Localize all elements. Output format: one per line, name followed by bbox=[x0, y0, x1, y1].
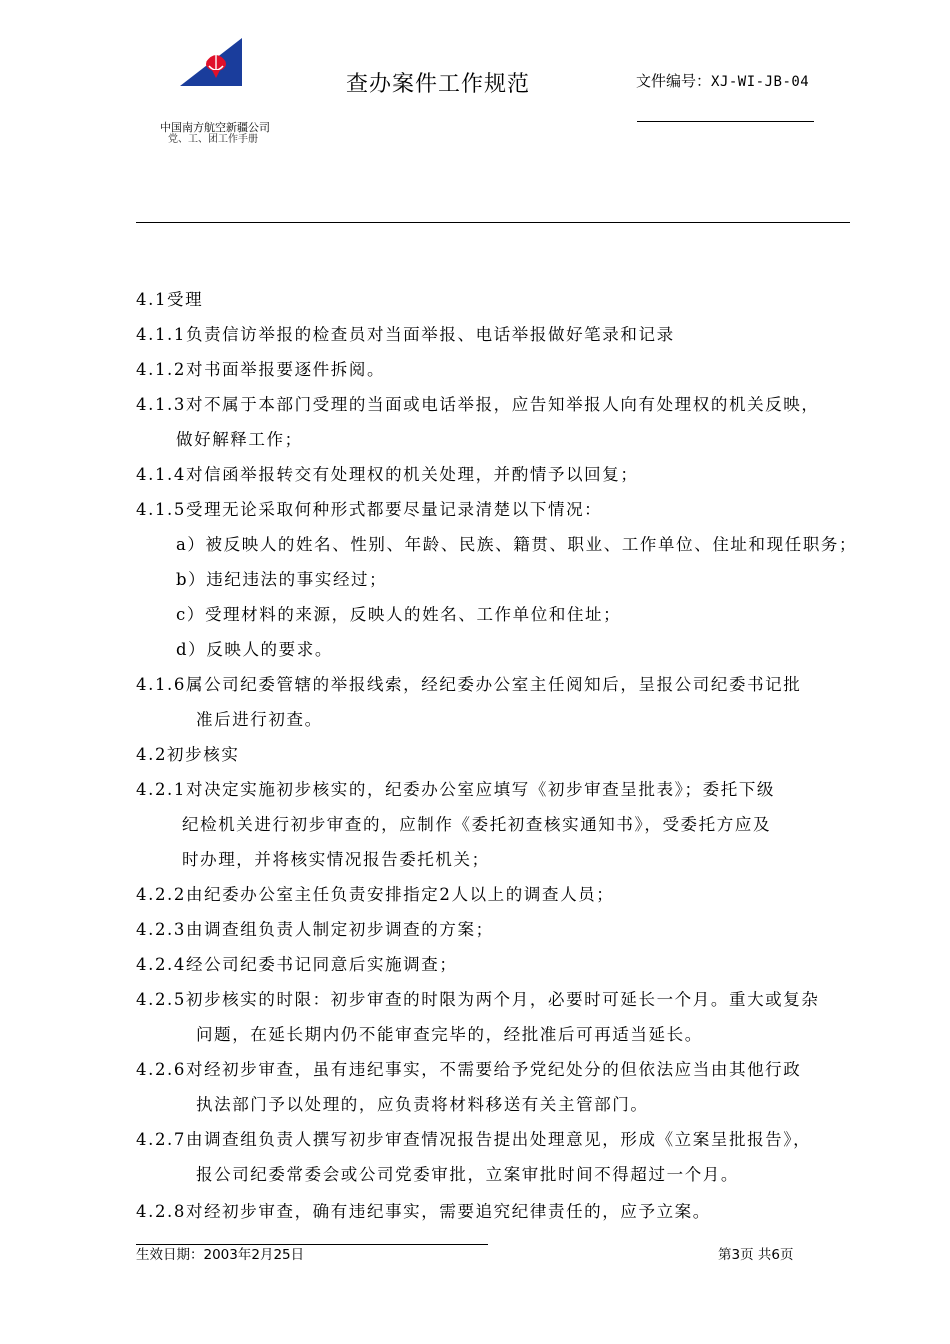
clause-line: 4.1.4对信函举报转交有处理权的机关处理，并酌情予以回复； bbox=[136, 465, 639, 484]
list-item: d）反映人的要求。 bbox=[176, 640, 333, 659]
page-number: 第3页 共6页 bbox=[718, 1247, 794, 1263]
clause-line: 4.2.4经公司纪委书记同意后实施调查； bbox=[136, 955, 458, 974]
list-item: b）违纪违法的事实经过； bbox=[176, 570, 388, 589]
clause-line: 4.2.8对经初步审查，确有违纪事实，需要追究纪律责任的，应予立案。 bbox=[136, 1202, 711, 1221]
section-heading: 4.2初步核实 bbox=[136, 745, 240, 764]
clause-line: 4.2.2由纪委办公室主任负责安排指定2人以上的调查人员； bbox=[136, 885, 615, 904]
clause-line: 4.1.3对不属于本部门受理的当面或电话举报，应告知举报人向有处理权的机关反映， bbox=[136, 395, 820, 414]
clause-line: 4.2.6对经初步审查，虽有违纪事实，不需要给予党纪处分的但依法应当由其他行政 bbox=[136, 1060, 802, 1079]
clause-line: 4.1.2对书面举报要逐件拆阅。 bbox=[136, 360, 386, 379]
document-number-label: 文件编号： bbox=[636, 72, 712, 90]
list-item: a）被反映人的姓名、性别、年龄、民族、籍贯、职业、工作单位、住址和现任职务； bbox=[176, 535, 858, 554]
clause-continuation: 准后进行初查。 bbox=[196, 710, 323, 729]
list-item: c）受理材料的来源，反映人的姓名、工作单位和住址； bbox=[176, 605, 622, 624]
clause-continuation: 时办理，并将核实情况报告委托机关； bbox=[182, 850, 490, 869]
clause-continuation: 问题，在延长期内仍不能审查完毕的，经批准后可再适当延长。 bbox=[196, 1025, 703, 1044]
clause-continuation: 执法部门予以处理的，应负责将材料移送有关主管部门。 bbox=[196, 1095, 649, 1114]
clause-line: 4.2.5初步核实的时限：初步审查的时限为两个月，必要时可延长一个月。重大或复杂 bbox=[136, 990, 820, 1009]
clause-line: 4.1.6属公司纪委管辖的举报线索，经纪委办公室主任阅知后，呈报公司纪委书记批 bbox=[136, 675, 802, 694]
clause-line: 4.2.1对决定实施初步核实的，纪委办公室应填写《初步审查呈批表》；委托下级 bbox=[136, 780, 776, 799]
effective-date: 生效日期：2003年2月25日 bbox=[136, 1247, 305, 1263]
clause-continuation: 做好解释工作； bbox=[176, 430, 303, 449]
clause-line: 4.1.1负责信访举报的检查员对当面举报、电话举报做好笔录和记录 bbox=[136, 325, 675, 344]
clause-line: 4.2.7由调查组负责人撰写初步审查情况报告提出处理意见，形成《立案呈批报告》， bbox=[136, 1130, 812, 1149]
section-heading: 4.1受理 bbox=[136, 290, 204, 309]
company-name: 中国南方航空新疆公司 bbox=[160, 121, 270, 134]
clause-continuation: 报公司纪委常委会或公司党委审批，立案审批时间不得超过一个月。 bbox=[196, 1165, 739, 1184]
clause-line: 4.2.3由调查组负责人制定初步调查的方案； bbox=[136, 920, 494, 939]
document-title: 查办案件工作规范 bbox=[346, 72, 531, 97]
clause-continuation: 纪检机关进行初步审查的，应制作《委托初查核实通知书》，受委托方应及 bbox=[182, 815, 772, 834]
clause-line: 4.1.5受理无论采取何种形式都要尽量记录清楚以下情况： bbox=[136, 500, 603, 519]
document-number-value: XJ-WI-JB-04 bbox=[711, 74, 810, 90]
manual-name: 党、工、团工作手册 bbox=[168, 134, 258, 145]
